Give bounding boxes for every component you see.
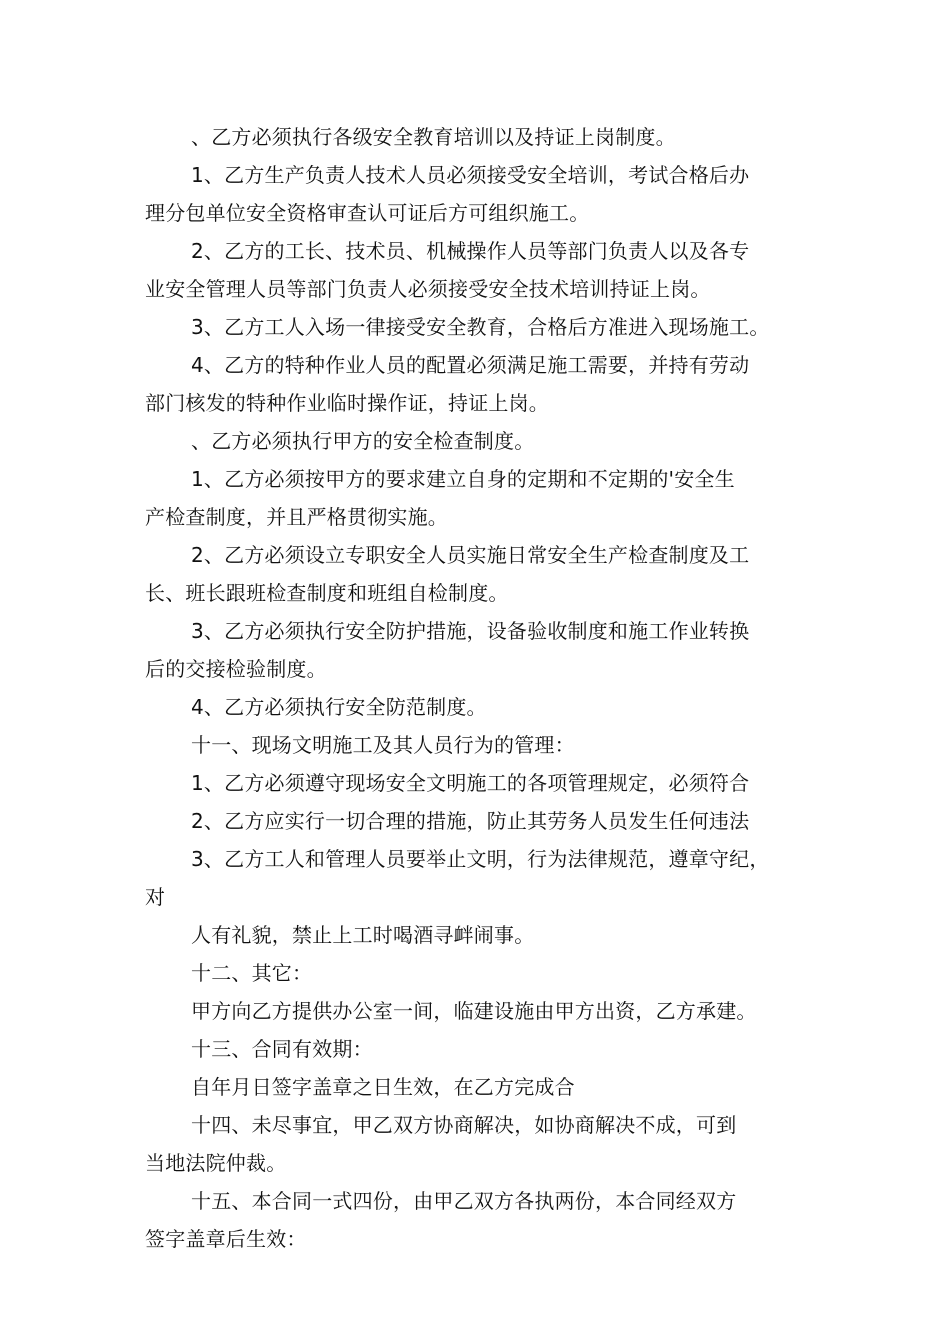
document-line: 产检查制度，并且严格贯彻实施。 (145, 505, 448, 529)
document-body (145, 118, 825, 1258)
document-line: 业安全管理人员等部门负责人必须接受安全技术培训持证上岗。 (145, 277, 711, 301)
document-line: 2、乙方的工长、技术员、机械操作人员等部门负责人以及各专 (191, 239, 750, 263)
document-line: 十五、本合同一式四份，由甲乙双方各执两份，本合同经双方 (191, 1189, 737, 1213)
document-line: 3、乙方工人和管理人员要举止文明，行为法律规范，遵章守纪， (191, 847, 770, 871)
document-line: 十二、其它： (191, 961, 313, 985)
document-line: 、乙方必须执行各级安全教育培训以及持证上岗制度。 (191, 125, 676, 149)
document-line: 部门核发的特种作业临时操作证，持证上岗。 (145, 391, 549, 415)
document-line: 人有礼貌，禁止上工时喝酒寻衅闹事。 (191, 923, 535, 947)
document-line: 甲方向乙方提供办公室一间，临建设施由甲方出资，乙方承建。 (191, 999, 757, 1023)
document-line: 后的交接检验制度。 (145, 657, 327, 681)
document-line: 十一、现场文明施工及其人员行为的管理： (191, 733, 575, 757)
document-line: 2、乙方必须设立专职安全人员实施日常安全生产检查制度及工 (191, 543, 750, 567)
document-line: 、乙方必须执行甲方的安全检查制度。 (191, 429, 535, 453)
document-line: 十四、未尽事宜，甲乙双方协商解决，如协商解决不成，可到 (191, 1113, 737, 1137)
document-line: 3、乙方必须执行安全防护措施，设备验收制度和施工作业转换 (191, 619, 750, 643)
document-line: 十三、合同有效期： (191, 1037, 373, 1061)
document-line: 签字盖章后生效： (145, 1227, 307, 1251)
document-line: 长、班长跟班检查制度和班组自检制度。 (145, 581, 509, 605)
document-line: 当地法院仲裁。 (145, 1151, 287, 1175)
document-line: 3、乙方工人入场一律接受安全教育，合格后方准进入现场施工。 (191, 315, 770, 339)
document-line: 1、乙方必须遵守现场安全文明施工的各项管理规定，必须符合 (191, 771, 750, 795)
document-line: 理分包单位安全资格审查认可证后方可组织施工。 (145, 201, 590, 225)
document-line: 4、乙方的特种作业人员的配置必须满足施工需要，并持有劳动 (191, 353, 750, 377)
document-line: 1、乙方必须按甲方的要求建立自身的定期和不定期的'安全生 (191, 467, 735, 491)
document-line: 1、乙方生产负责人技术人员必须接受安全培训，考试合格后办 (191, 163, 750, 187)
document-line: 2、乙方应实行一切合理的措施，防止其劳务人员发生任何违法 (191, 809, 750, 833)
document-line: 4、乙方必须执行安全防范制度。 (191, 695, 487, 719)
document-line: 对 (145, 885, 166, 909)
document-line: 自年月日签字盖章之日生效，在乙方完成合 (191, 1075, 575, 1099)
